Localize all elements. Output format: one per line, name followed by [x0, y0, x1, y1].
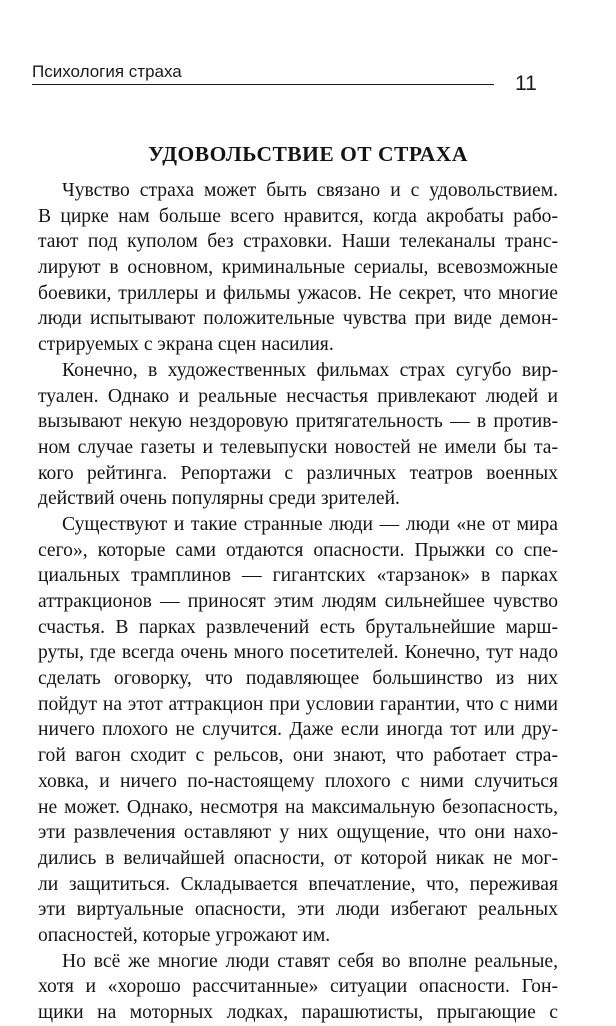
text-line: гой вагон сходит с рельсов, они знают, что работает стра-: [38, 745, 558, 767]
text-line: щики на моторных лодках, парашютисты, прыгающие с: [38, 1002, 558, 1023]
text-line: счастья. В парках развлечений есть брутальнейшие марш-: [38, 616, 558, 638]
text-line: стрируемых с экрана сцен насилия.: [38, 334, 334, 356]
text-line: Но всё же многие люди ставят себя во вполне реальные,: [62, 950, 558, 972]
paragraph: [38, 512, 558, 949]
text-line: Существуют и такие странные люди — люди «не от мира: [62, 513, 558, 535]
text-line: Конечно, в художественных фильмах страх сугубо вир-: [62, 359, 558, 381]
text-line: действий очень популярны среди зрителей.: [38, 488, 400, 510]
text-line: эти развлечения оставляют у них ощущение, что они нахо-: [38, 822, 558, 844]
body-text: [38, 178, 558, 1026]
text-line: ли защититься. Складывается впечатление, что, переживая: [38, 873, 558, 895]
running-title: Психология страха: [32, 62, 182, 81]
text-line: туален. Однако и реальные несчастья привлекают людей и: [38, 385, 558, 407]
text-line: дились в величайшей опасности, от которой никак не мог-: [38, 847, 558, 869]
page-number: 11: [515, 72, 537, 95]
text-line: В цирке нам больше всего нравится, когда акробаты рабо-: [38, 205, 558, 227]
text-line: боевики, триллеры и фильмы ужасов. Не секрет, что многие: [38, 282, 558, 304]
text-line: аттракционов — приносят этим людям сильнейшее чувство: [38, 591, 558, 612]
text-line: тают под куполом без страховки. Наши телеканалы транс-: [38, 231, 558, 253]
text-line: опасностей, которые угрожают им.: [38, 924, 331, 946]
paragraph: [38, 178, 558, 358]
text-line: кого рейтинга. Репортажи с различных театров военных: [38, 462, 558, 484]
chapter-heading: УДОВОЛЬСТВИЕ ОТ СТРАХА: [148, 142, 468, 166]
text-line: ничего плохого не случится. Даже если иногда тот или дру-: [38, 719, 558, 741]
text-line: люди испытывают положительные чувства при виде демон-: [38, 308, 558, 330]
text-line: руты, где всегда очень много посетителей. Конечно, тут надо: [38, 642, 558, 664]
text-line: ховка, и ничего по-настоящему плохого с ними случиться: [38, 770, 558, 792]
running-header: [32, 58, 494, 85]
text-line: лируют в основном, криминальные сериалы, всевозможные: [38, 257, 558, 279]
text-line: эти виртуальные опасности, эти люди избегают реальных: [38, 899, 558, 921]
text-line: Чувство страха может быть связано и с удовольствием.: [62, 180, 558, 201]
text-line: сделать оговорку, что подавляющее большинство из них: [38, 668, 558, 690]
text-line: хотя и «хорошо рассчитанные» ситуации опасности. Гон-: [38, 976, 558, 998]
text-line: не может. Однако, несмотря на максимальную безопасность,: [38, 796, 558, 818]
paragraph: [38, 358, 558, 512]
text-line: пойдут на этот аттракцион при условии гарантии, что с ними: [38, 693, 558, 715]
text-line: циальных трамплинов — гигантских «тарзанок» в парках: [38, 565, 558, 587]
text-line: сего», которые сами отдаются опасности. Прыжки со спе-: [38, 539, 558, 561]
text-line: ном случае газеты и телевыпуски новостей не имели бы та-: [38, 436, 558, 458]
paragraph: [38, 949, 558, 1026]
text-line: вызывают некую нездоровую притягательность — в против-: [38, 411, 558, 433]
